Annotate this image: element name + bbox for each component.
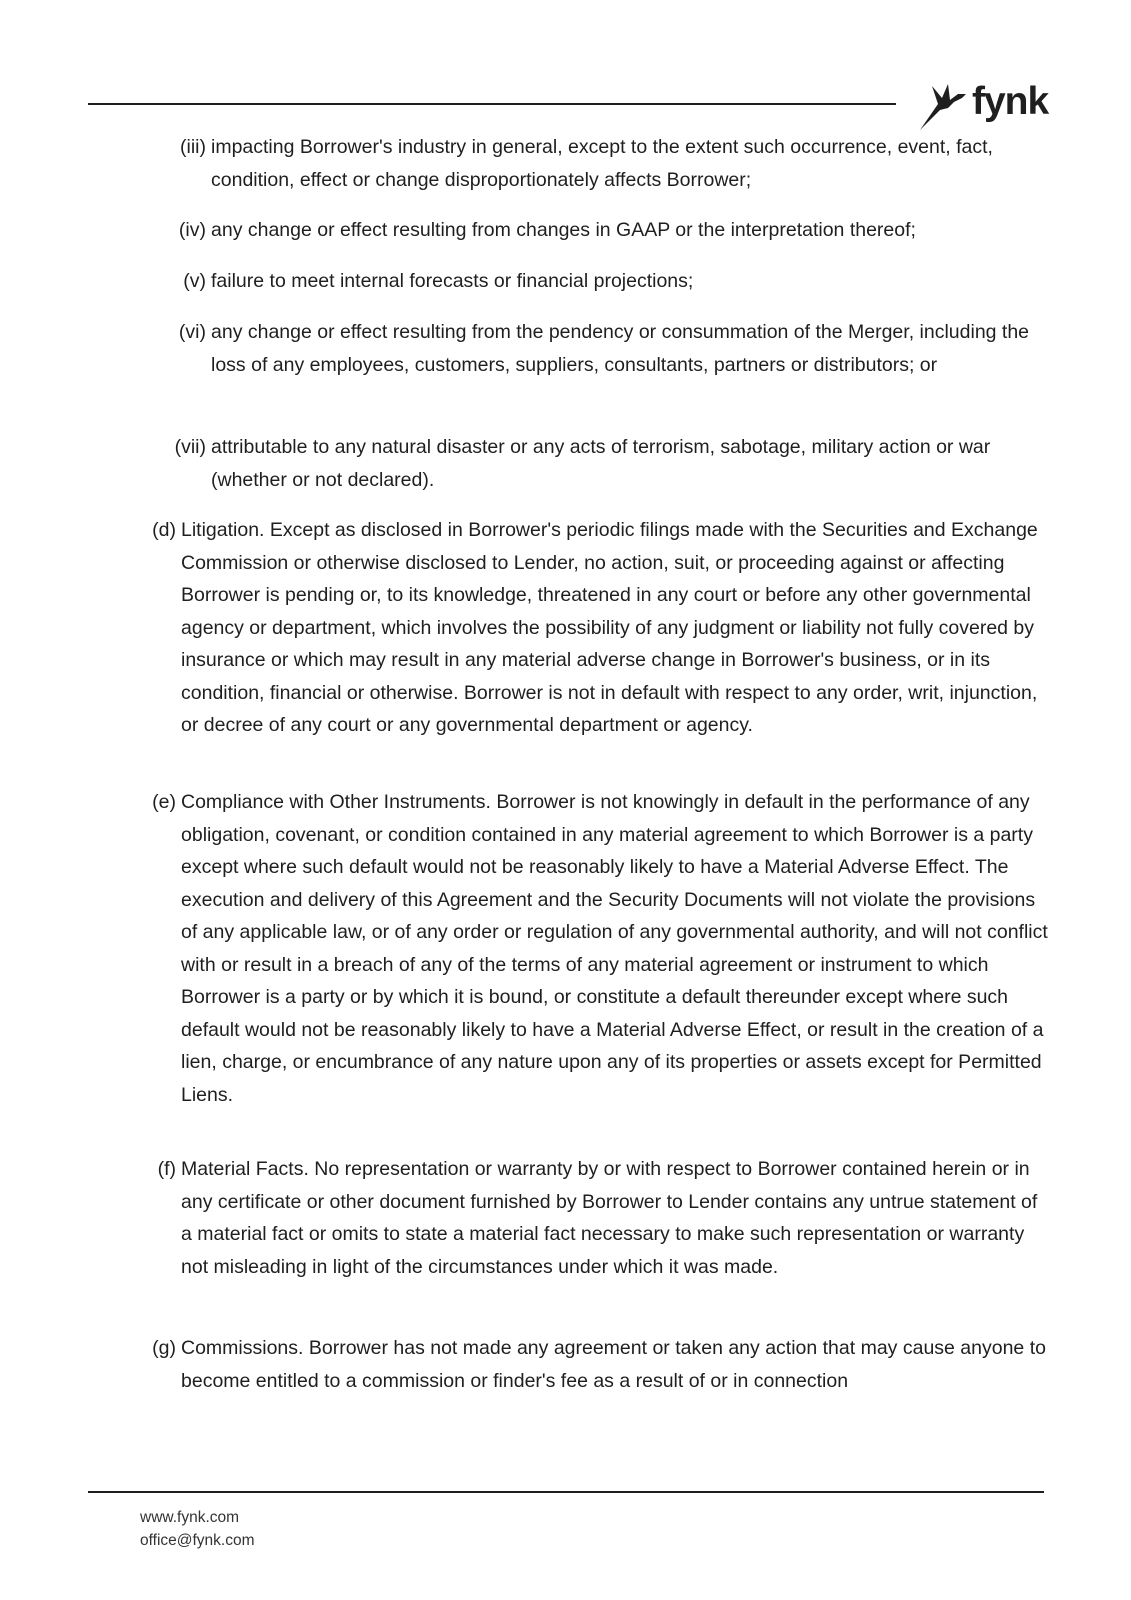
list-item <box>160 265 1050 298</box>
logo-wordmark: fynk <box>972 80 1049 123</box>
list-item <box>160 131 1050 196</box>
section-commissions <box>140 1332 1050 1397</box>
list-item <box>160 431 1050 496</box>
item-number: (v) <box>183 270 206 292</box>
section-compliance <box>140 786 1050 1111</box>
item-text: attributable to any natural disaster or any acts of terrorism, sabotage, military action or war (whether or not declared). <box>211 436 991 491</box>
item-number: (iv) <box>178 219 206 241</box>
item-number: (e) <box>152 791 176 813</box>
item-text: Litigation. Except as disclosed in Borrower's periodic filings made with the Securities and Exchange Commission or otherwise disclosed to Lender, no action, suit, or proceeding against or affecting Borrower is pending or, to its knowledge, threatened in any court or before any other governmental agency or department, which involves the possibility of any judgment or liability not fully covered by insurance or which may result in any material adverse change in Borrower's business, or in its condition, financial or otherwise. Borrower is not in default with respect to any order, writ, injunction, or decree of any court or any governmental department or agency. <box>181 519 1038 736</box>
footer-email[interactable]: office@fynk.com <box>140 1532 255 1549</box>
item-text: Compliance with Other Instruments. Borrower is not knowingly in default in the performance of any obligation, covenant, or condition contained in any material agreement to which Borrower is a party except where such default would not be reasonably likely to have a Material Adverse Effect. The execution and delivery of this Agreement and the Security Documents will not violate the provisions of any applicable law, or of any order or regulation of any governmental authority, and will not conflict with or result in a breach of any of the terms of any material agreement or instrument to which Borrower is a party or by which it is bound, or constitute a default thereunder except where such default would not be reasonably likely to have a Material Adverse Effect, or result in the creation of a lien, charge, or encumbrance of any nature upon any of its properties or assets except for Permitted Liens. <box>181 791 1048 1106</box>
footer-website[interactable]: www.fynk.com <box>140 1509 240 1526</box>
section-material-facts <box>140 1153 1050 1283</box>
item-number: (vi) <box>178 321 206 343</box>
brand-logo <box>918 80 1048 132</box>
item-number: (g) <box>152 1337 176 1359</box>
item-text: failure to meet internal forecasts or financial projections; <box>211 270 694 292</box>
footer-rule <box>88 1491 1044 1493</box>
item-number: (d) <box>152 519 176 541</box>
item-text: impacting Borrower's industry in general, except to the extent such occurrence, event, fact, condition, effect or change disproportionately affects Borrower; <box>211 136 993 191</box>
item-number: (vii) <box>174 436 206 458</box>
item-text: any change or effect resulting from the pendency or consummation of the Merger, including the loss of any employees, customers, suppliers, consultants, partners or distributors; or <box>211 321 1030 376</box>
item-text: Material Facts. No representation or warranty by or with respect to Borrower contained herein or in any certificate or other document furnished by Borrower to Lender contains any untrue statement of a material fact or omits to state a material fact necessary to make such representation or warranty not misleading in light of the circumstances under which it was made. <box>181 1158 1038 1278</box>
section-litigation <box>140 514 1050 742</box>
item-text: any change or effect resulting from changes in GAAP or the interpretation thereof; <box>211 219 916 241</box>
item-number: (f) <box>157 1158 176 1180</box>
list-item <box>160 316 1050 381</box>
list-item <box>160 214 1050 247</box>
bird-icon <box>918 80 972 132</box>
header-rule <box>88 103 896 105</box>
item-number: (iii) <box>180 136 206 158</box>
item-text: Commissions. Borrower has not made any agreement or taken any action that may cause anyone to become entitled to a commission or finder's fee as a result of or in connection <box>181 1337 1046 1392</box>
